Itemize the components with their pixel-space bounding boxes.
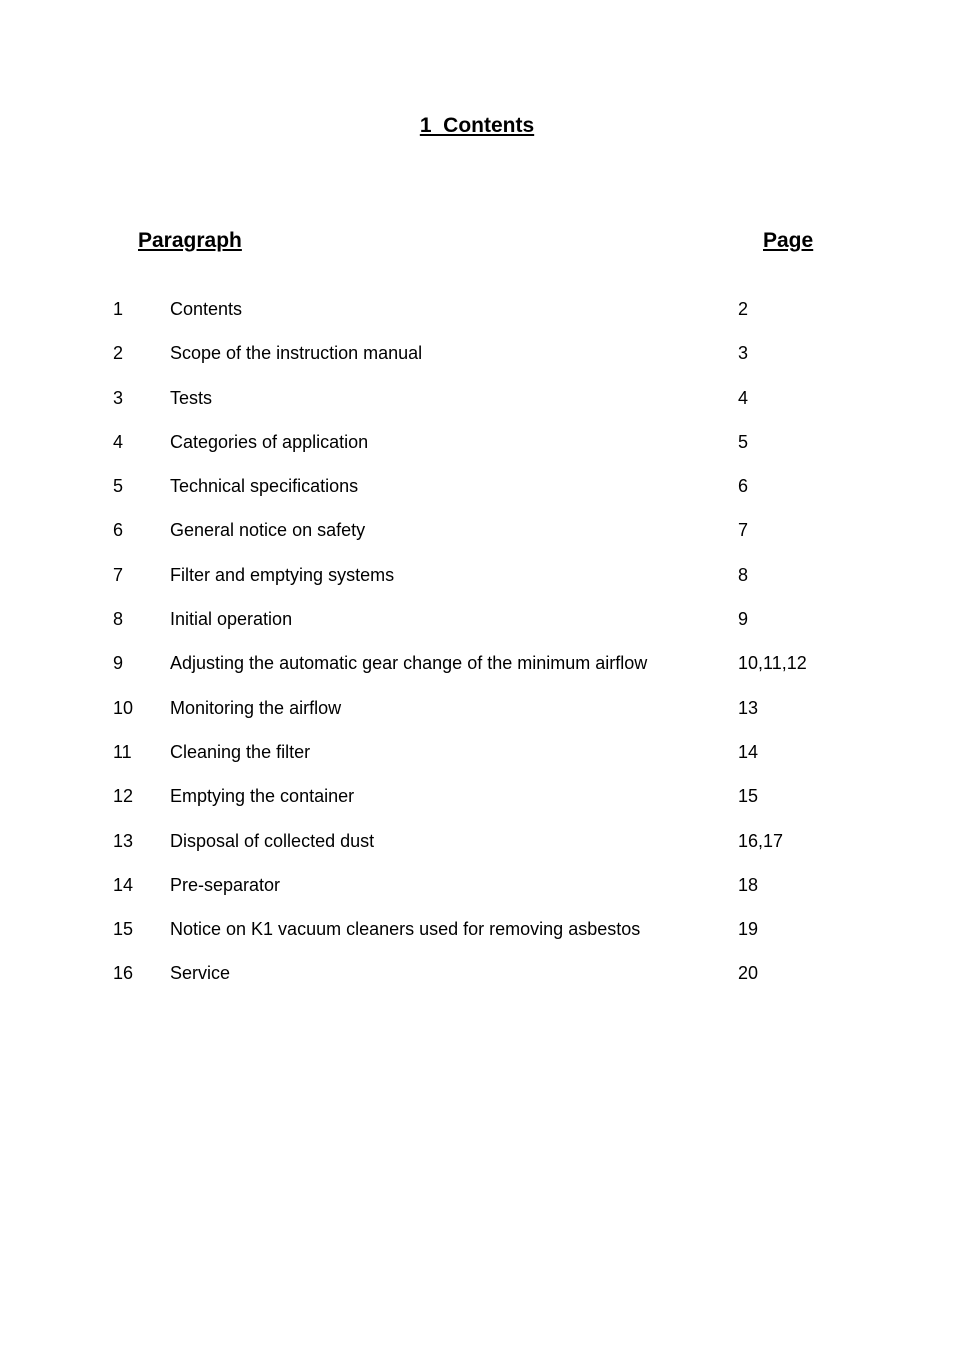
toc-row-page: 3 xyxy=(738,343,749,364)
toc-row-number: 13 xyxy=(113,830,134,851)
toc-row-page: 14 xyxy=(738,741,759,762)
toc-row xyxy=(0,916,954,960)
toc-row-page: 9 xyxy=(738,609,749,630)
toc-row-number: 9 xyxy=(113,653,124,674)
toc-row-title: General notice on safety xyxy=(170,520,366,541)
toc-row-number: 4 xyxy=(113,431,124,452)
toc-row-title: Cleaning the filter xyxy=(170,741,311,762)
toc-row-title: Adjusting the automatic gear change of the minimum airflow xyxy=(170,653,648,674)
page-title: 1 Contents xyxy=(419,114,535,137)
toc-row xyxy=(0,429,954,473)
toc-row xyxy=(0,828,954,872)
toc-row-title: Pre-separator xyxy=(170,874,281,895)
table-of-contents xyxy=(0,296,954,1005)
toc-row-page: 19 xyxy=(738,919,759,940)
toc-row-number: 5 xyxy=(113,476,124,497)
toc-row-number: 11 xyxy=(113,741,132,762)
toc-row-number: 2 xyxy=(113,343,124,364)
toc-row-title: Disposal of collected dust xyxy=(170,830,375,851)
toc-row-page: 4 xyxy=(738,387,749,408)
toc-row xyxy=(0,296,954,340)
toc-row-number: 7 xyxy=(113,564,124,585)
toc-row-title: Initial operation xyxy=(170,609,293,630)
toc-row-page: 6 xyxy=(738,476,749,497)
toc-row-title: Contents xyxy=(170,299,243,319)
paragraph-column-header: Paragraph xyxy=(138,229,242,252)
toc-row-number: 10 xyxy=(113,697,134,718)
toc-row xyxy=(0,783,954,827)
toc-row xyxy=(0,473,954,517)
toc-row-title: Filter and emptying systems xyxy=(170,564,395,585)
toc-row-number: 12 xyxy=(113,786,134,807)
toc-row-page: 10,11,12 xyxy=(738,653,807,674)
toc-row xyxy=(0,340,954,384)
toc-row-number: 6 xyxy=(113,520,124,541)
toc-row-page: 5 xyxy=(738,431,749,452)
toc-row-title: Tests xyxy=(170,387,213,408)
toc-row-page: 8 xyxy=(738,564,749,585)
toc-row-title: Technical specifications xyxy=(170,476,359,497)
toc-row-page: 20 xyxy=(738,963,759,984)
toc-row xyxy=(0,606,954,650)
toc-row-page: 15 xyxy=(738,786,759,807)
toc-row-number: 14 xyxy=(113,874,134,895)
toc-row xyxy=(0,562,954,606)
toc-row-title: Scope of the instruction manual xyxy=(170,343,423,364)
toc-row xyxy=(0,385,954,429)
toc-row xyxy=(0,960,954,1004)
toc-row-number: 16 xyxy=(113,963,134,984)
toc-row xyxy=(0,872,954,916)
toc-row-title: Notice on K1 vacuum cleaners used for removing asbestos xyxy=(170,919,641,940)
toc-row-page: 16,17 xyxy=(738,830,784,851)
toc-row-page: 13 xyxy=(738,697,759,718)
toc-row xyxy=(0,650,954,694)
toc-row xyxy=(0,517,954,561)
toc-row-number: 3 xyxy=(113,387,124,408)
toc-row-number: 1 xyxy=(113,299,124,319)
toc-row-title: Monitoring the airflow xyxy=(170,697,342,718)
toc-row-title: Categories of application xyxy=(170,431,369,452)
toc-row-number: 8 xyxy=(113,609,124,630)
toc-row-title: Service xyxy=(170,963,231,984)
toc-row-number: 15 xyxy=(113,919,134,940)
toc-row-page: 2 xyxy=(738,299,749,319)
toc-row-page: 7 xyxy=(738,520,749,541)
page-column-header: Page xyxy=(763,229,814,252)
toc-row-title: Emptying the container xyxy=(170,786,355,807)
toc-row xyxy=(0,695,954,739)
toc-row xyxy=(0,739,954,783)
toc-row-page: 18 xyxy=(738,874,759,895)
